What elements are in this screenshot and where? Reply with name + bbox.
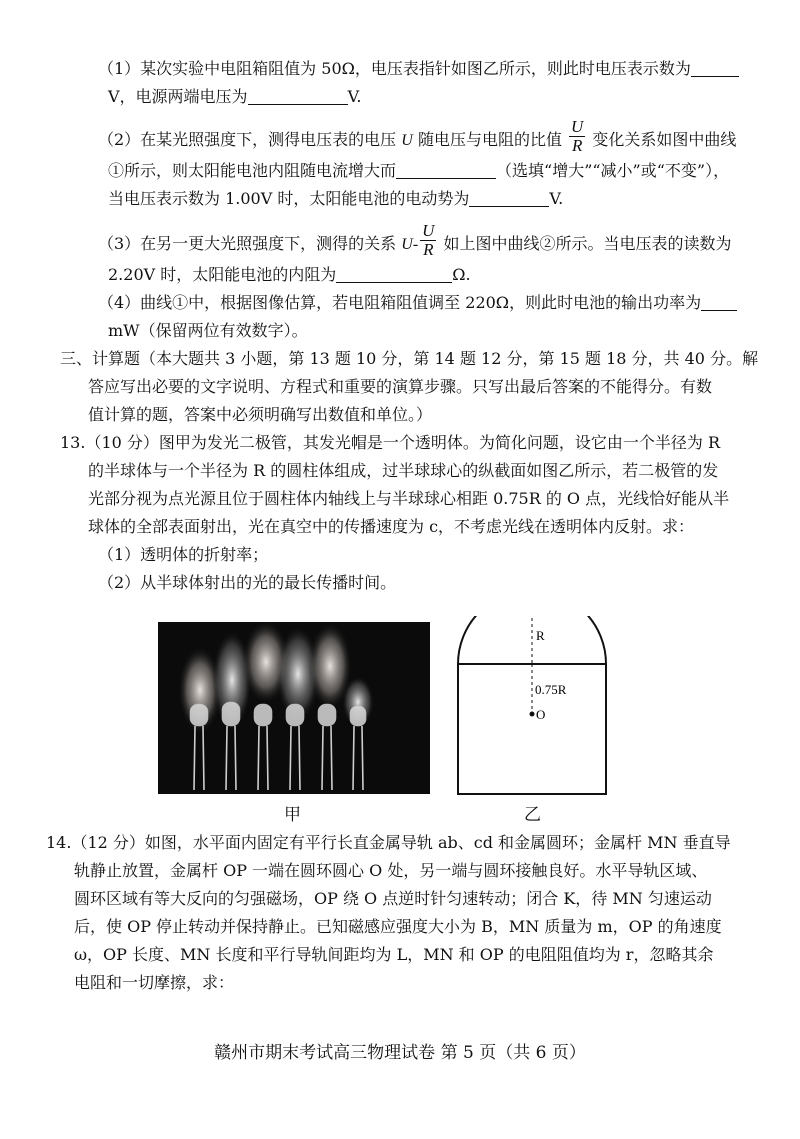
q12-part1-line1 (98, 58, 739, 80)
q12-part3-line1 (98, 221, 732, 263)
q12-part2-line2 (108, 160, 729, 182)
q12-part1-text: V，电源两端电压为 (108, 87, 248, 106)
section3-instructions: 答应写出必要的文字说明、方程式和重要的演算步骤。只写出最后答案的不能得分。有数 (88, 377, 713, 396)
q14-stem: 14.（12 分）如图，水平面内固定有平行长直金属导轨 ab、cd 和金属圆环；金属杆 MN 垂直导 (46, 833, 731, 852)
q12-part2-text: ①所示，则太阳能电池内阻随电流增大而 (108, 161, 397, 180)
answer-blank[interactable] (469, 188, 549, 207)
q12-part2-text: 当电压表示数为 1.00V 时，太阳能电池的电动势为 (108, 189, 470, 208)
answer-blank[interactable] (248, 86, 348, 105)
q14-stem: 电阻和一切摩擦，求： (74, 973, 235, 992)
q12-part2-line3 (108, 188, 563, 210)
label-r: R (536, 628, 545, 643)
q12-part2-options: （选填“增大”“减小”或“不变”）， (496, 161, 730, 180)
q14-stem: 轨静止放置，金属杆 OP 一端在圆环圆心 O 处，另一端与圆环接触良好。水平导轨区域、 (74, 861, 708, 880)
q12-part1-line2 (108, 86, 361, 108)
q13-sub1: （1）透明体的折射率； (98, 545, 269, 564)
answer-blank[interactable] (691, 58, 739, 77)
point-o-dot (530, 712, 535, 717)
q12-part4-line1 (98, 292, 737, 314)
q12-part3-unit: Ω. (452, 265, 471, 284)
section3-heading: 三、计算题（本大题共 3 小题，第 13 题 10 分，第 14 题 12 分，第 15 题 18 分，共 40 分。解 (60, 349, 759, 368)
q12-part4-line2 (108, 320, 308, 342)
fraction-numerator: U (571, 117, 584, 136)
q13-stem: 的半球体与一个半径为 R 的圆柱体组成，过半球球心的纵截面如图乙所示，若二极管的发 (88, 461, 719, 480)
caption-jia: 甲 (284, 805, 301, 825)
caption-yi: 乙 (524, 805, 541, 825)
q12-part2-line1 (98, 117, 737, 159)
fraction-u-over-r (569, 118, 585, 155)
q12-part1-text: （1）某次实验中电阻箱阻值为 50Ω，电压表指针如图乙所示，则此时电压表示数为 (98, 59, 691, 78)
q13-stem: 球体的全部表面射出，光在真空中的传播速度为 c，不考虑光线在透明体内反射。求： (88, 517, 695, 536)
led-photo (158, 622, 430, 794)
q13-sub2: （2）从半球体射出的光的最长传播时间。 (98, 573, 397, 592)
q12-part4-text: （4）曲线①中，根据图像估算，若电阻箱阻值调至 220Ω，则此时电池的输出功率为 (98, 293, 702, 312)
section3-instructions-end: 值计算的题，答案中必须明确写出数值和单位。） (88, 405, 433, 424)
q12-part2-text: （2）在某光照强度下，测得电压表的电压 (98, 130, 397, 149)
q14-stem: ω，OP 长度、MN 长度和平行导轨间距均为 L，MN 和 OP 的电阻阻值均为 r，忽略其余 (74, 945, 714, 964)
fraction-u-over-r (420, 222, 436, 259)
q12-part2-text: 随电压与电阻的比值 (417, 130, 562, 149)
q13-stem: 光部分视为点光源且位于圆柱体内轴线上与半球球心相距 0.75R 的 O 点，光线恰好能从半 (88, 489, 730, 508)
q12-part2-unit: V. (549, 189, 564, 208)
answer-blank[interactable] (701, 292, 737, 311)
label-075r: 0.75R (535, 682, 567, 697)
led-photo-illustration (158, 622, 430, 794)
q12-part3-text: 2.20V 时，太阳能电池的内阻为 (108, 265, 337, 284)
q14-stem: 后，使 OP 停止转动并保持静止。已知磁感应强度大小为 B，MN 质量为 m，OP 的角速度 (74, 917, 722, 936)
answer-blank[interactable] (396, 160, 496, 179)
q12-part2-text: 变化关系如图中曲线 (592, 130, 737, 149)
fraction-numerator: U (422, 221, 435, 240)
label-o: O (536, 707, 546, 722)
symbol-U: U (401, 132, 413, 149)
q12-part3-text: （3）在另一更大光照强度下，测得的关系 (98, 234, 397, 253)
q12-part1-unit: V. (347, 87, 362, 106)
answer-blank[interactable] (336, 264, 452, 283)
page-footer: 赣州市期末考试高三物理试卷 第 5 页（共 6 页） (214, 1043, 586, 1063)
q12-part3-line2 (108, 264, 471, 286)
fraction-denominator: R (571, 136, 583, 155)
q14-stem: 圆环区域有等大反向的匀强磁场，OP 绕 O 点逆时针匀速转动；闭合 K，待 MN 匀速运动 (74, 889, 712, 908)
q12-part3-text: 如上图中曲线②所示。当电压表的读数为 (443, 234, 732, 253)
q12-part4-text: mW（保留两位有效数字）。 (108, 321, 308, 340)
q13-stem: 13.（10 分）图甲为发光二极管，其发光帽是一个透明体。为简化问题，设它由一个半径为 R (60, 433, 721, 452)
hemisphere-cylinder-diagram (452, 616, 612, 798)
fraction-denominator: R (423, 240, 434, 259)
symbol-U: U- (401, 236, 419, 253)
